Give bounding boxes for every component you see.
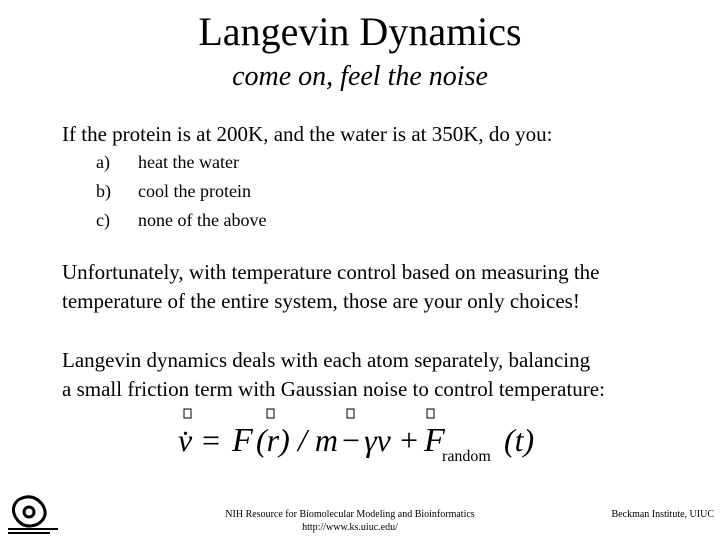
equation-mass: / m [298, 422, 338, 458]
question-text: If the protein is at 200K, and the water is at 350K, do you: [62, 122, 553, 146]
vector-mark [347, 409, 354, 418]
footer-institute: Beckman Institute, UIUC [611, 509, 714, 520]
option-letter: b) [96, 181, 111, 201]
option-c [96, 210, 266, 239]
equation-position: (r) [256, 422, 290, 458]
option-a [96, 152, 266, 181]
equation-lhs: v̇ [178, 422, 193, 458]
paragraph-line: temperature of the entire system, those are your only choices! [62, 289, 580, 313]
footer-url: http://www.ks.uiuc.edu/ [302, 522, 398, 533]
footer-resource-name: NIH Resource for Biomolecular Modeling and Bioinformatics [225, 509, 475, 520]
slide-subtitle: come on, feel the noise [232, 61, 488, 92]
paragraph-line: Langevin dynamics deals with each atom separately, balancing [62, 348, 591, 372]
nih-resource-logo [6, 494, 60, 536]
option-letter: c) [96, 210, 110, 230]
equation-plus: + [400, 422, 419, 458]
vector-mark [267, 409, 274, 418]
options-list [96, 152, 266, 239]
equation-equals: = [202, 422, 221, 458]
paragraph-langevin [62, 346, 605, 404]
paragraph-line: a small friction term with Gaussian noise to control temperature: [62, 377, 605, 401]
equation-time: (t) [504, 422, 535, 458]
equation-subscript: random [442, 448, 491, 465]
paragraph-temperature-control [62, 258, 599, 316]
vector-mark [184, 409, 191, 418]
footer-resource [200, 508, 500, 534]
equation-random-force: F [424, 422, 445, 459]
equation-force: F [232, 422, 253, 459]
paragraph-line: Unfortunately, with temperature control based on measuring the [62, 260, 600, 284]
option-text: heat the water [138, 152, 239, 172]
slide-title: Langevin Dynamics [198, 9, 522, 54]
vector-mark [427, 409, 434, 418]
option-text: none of the above [138, 210, 267, 230]
langevin-equation [172, 405, 552, 467]
equation-friction: γv [364, 422, 391, 458]
equation-minus: − [342, 422, 361, 458]
option-letter: a) [96, 152, 110, 172]
option-b [96, 181, 266, 210]
option-text: cool the protein [138, 181, 251, 201]
